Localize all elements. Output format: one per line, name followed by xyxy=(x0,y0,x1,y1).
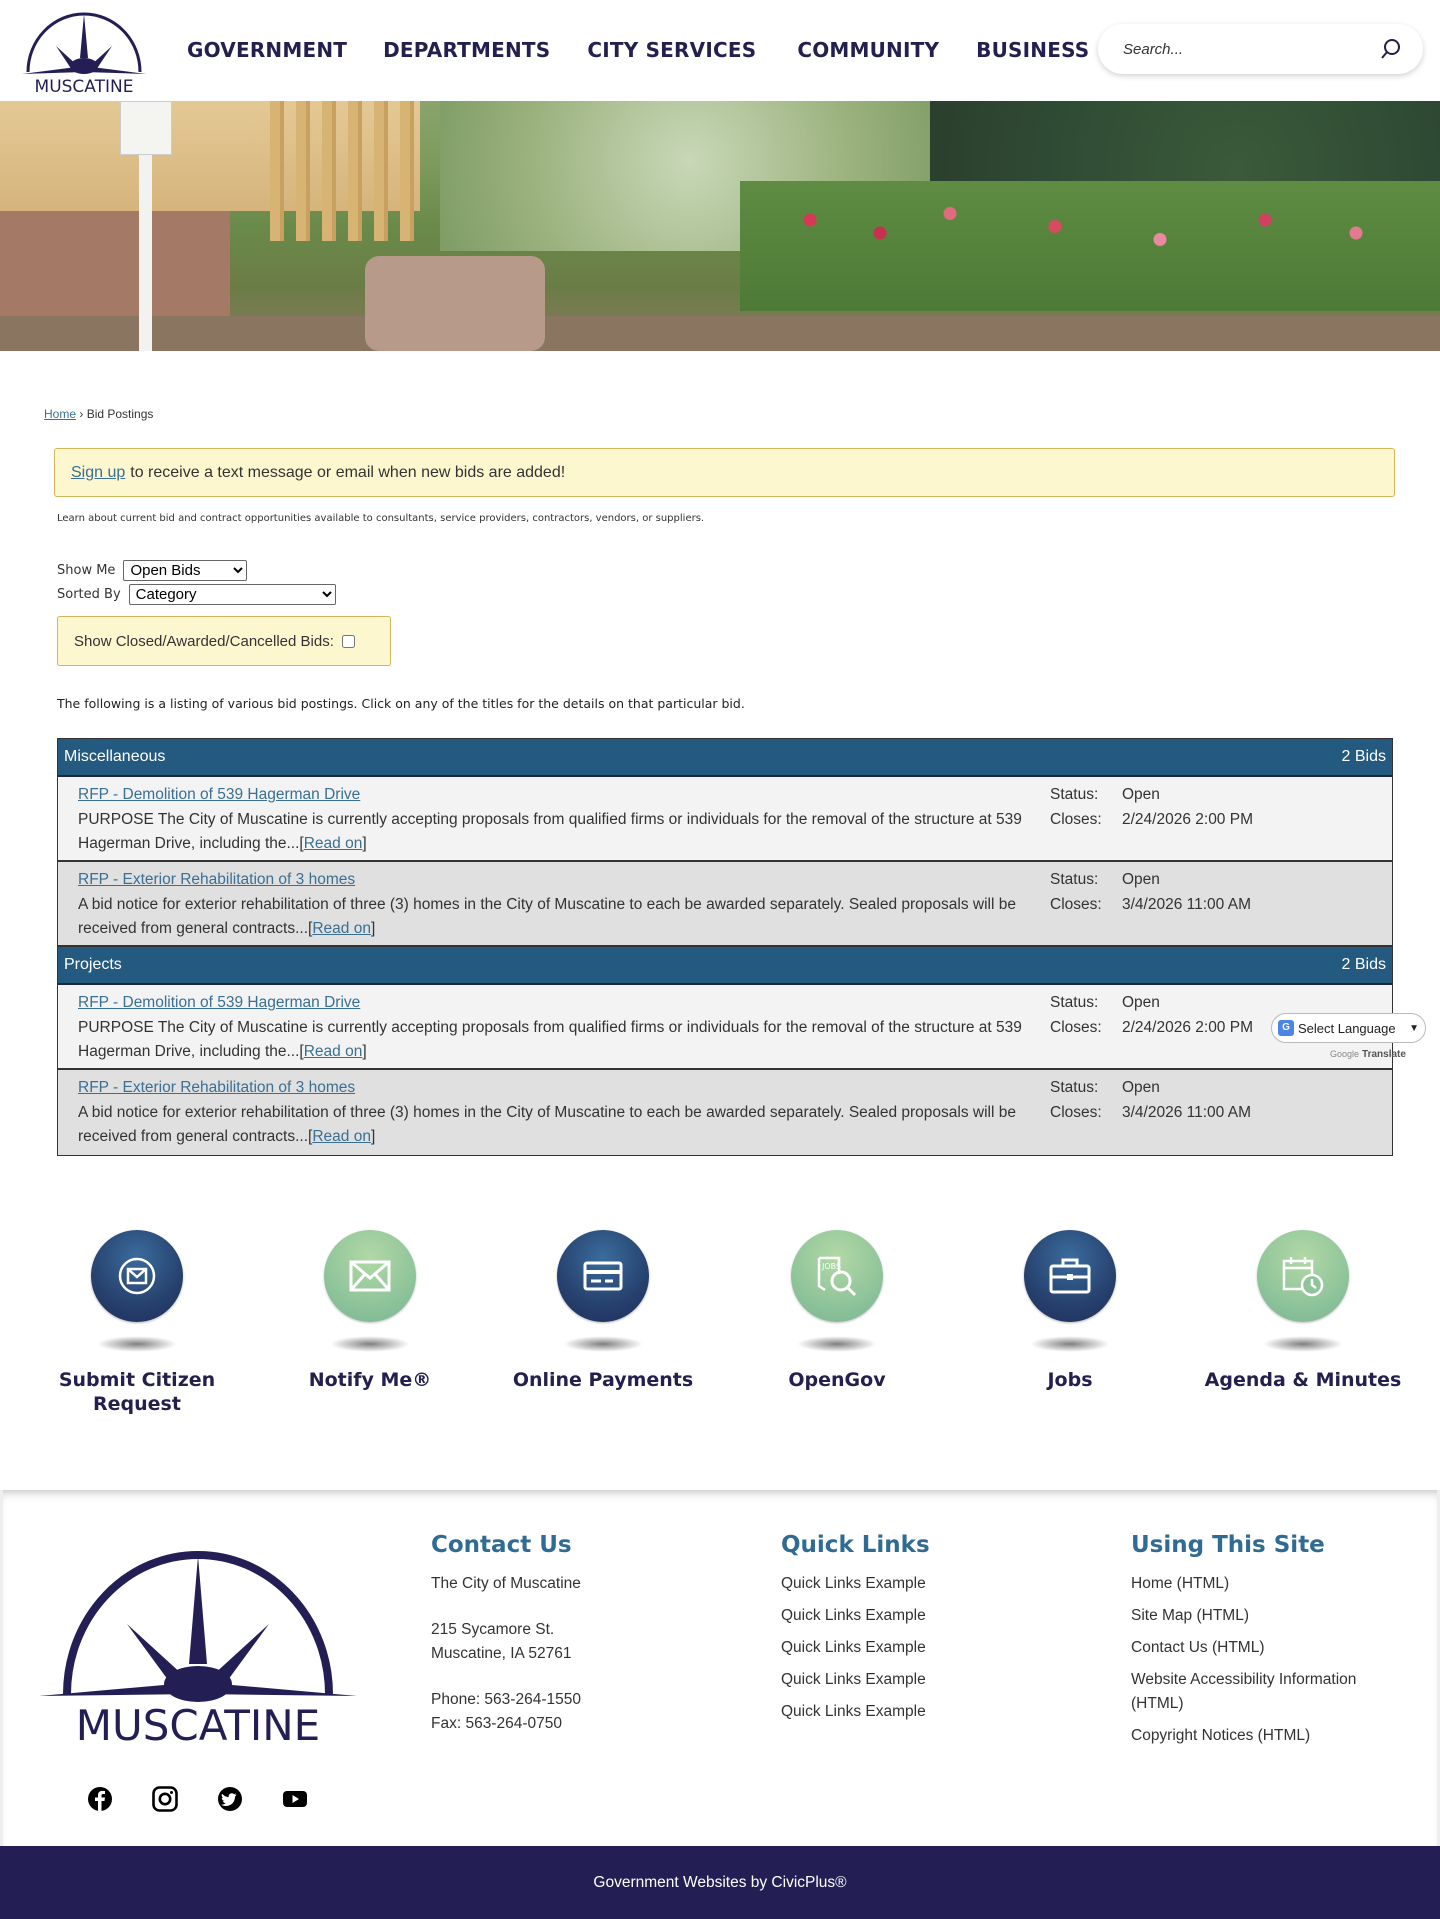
quick-link-shadow xyxy=(797,1336,877,1352)
bid-listing xyxy=(57,738,1393,1156)
quick-link-label: Online Payments xyxy=(512,1369,694,1391)
footer-quick-links xyxy=(781,1532,930,1732)
credit-card-icon xyxy=(583,1261,623,1291)
closes-value: 3/4/2026 11:00 AM xyxy=(1122,1103,1251,1121)
quick-link-shadow xyxy=(1030,1336,1110,1352)
quick-link-shadow xyxy=(1263,1336,1343,1352)
google-translate-icon: G xyxy=(1278,1020,1294,1036)
status-label: Status: xyxy=(1050,994,1099,1011)
bid-description: PURPOSE The City of Muscatine is currently accepting proposals from qualified firms or individuals for the removal of the structure at 539 Hagerman Drive, including the...[Read on] xyxy=(78,810,1022,852)
show-me-row xyxy=(57,558,336,582)
category-name: Miscellaneous xyxy=(64,748,166,765)
breadcrumb-current: Bid Postings xyxy=(86,407,154,421)
category-name: Projects xyxy=(64,956,122,973)
quick-links-heading: Quick Links xyxy=(781,1532,930,1558)
bid-description-text: PURPOSE The City of Muscatine is currently accepting proposals from qualified firms or individuals for the removal of the structure at 539 Hagerman Drive, including the... xyxy=(78,810,1022,852)
read-on-link[interactable]: Read on xyxy=(312,1128,371,1145)
svg-text:JOBS: JOBS xyxy=(822,1262,842,1271)
status-label: Status: xyxy=(1050,1079,1099,1096)
bid-title-link[interactable]: RFP - Demolition of 539 Hagerman Drive xyxy=(78,994,361,1011)
social-links xyxy=(87,1786,347,1812)
bid-row xyxy=(58,1070,1392,1155)
category-header xyxy=(58,739,1392,777)
status-value: Open xyxy=(1122,1079,1160,1096)
hero-banner-image xyxy=(0,101,1440,351)
quick-links-item[interactable]: Quick Links Example xyxy=(781,1607,926,1624)
signup-notice xyxy=(54,448,1395,497)
sorted-by-label: Sorted By xyxy=(57,586,121,602)
closes-value: 3/4/2026 11:00 AM xyxy=(1122,895,1251,913)
contact-fax: Fax: 563-264-0750 xyxy=(431,1715,562,1732)
quick-link-circle xyxy=(1024,1230,1116,1322)
quick-link-circle xyxy=(557,1230,649,1322)
hero-ground xyxy=(0,316,1440,351)
facebook-icon[interactable] xyxy=(87,1786,113,1812)
muscatine-logo[interactable] xyxy=(16,6,152,96)
status-label: Status: xyxy=(1050,786,1099,803)
show-closed-box xyxy=(57,616,391,666)
bid-description-text: PURPOSE The City of Muscatine is currently accepting proposals from qualified firms or individuals for the removal of the structure at 539 Hagerman Drive, including the... xyxy=(78,1018,1022,1060)
quick-link-jobs[interactable] xyxy=(970,1230,1170,1392)
search-input[interactable] xyxy=(1123,41,1379,58)
bid-row xyxy=(58,777,1392,862)
nav-community[interactable]: COMMUNITY xyxy=(797,38,940,62)
show-me-select[interactable] xyxy=(123,560,247,581)
status-value: Open xyxy=(1122,786,1160,803)
hero-railing xyxy=(270,101,420,241)
envelope-icon xyxy=(349,1259,391,1293)
intro-text: Learn about current bid and contract opportunities available to consultants, service providers, contractors, vendors, or suppliers. xyxy=(57,513,705,524)
contact-address-2: Muscatine, IA 52761 xyxy=(431,1645,572,1662)
sorted-by-row xyxy=(57,582,336,606)
nav-departments[interactable]: DEPARTMENTS xyxy=(383,38,551,62)
powered-by-google-translate xyxy=(1330,1049,1406,1060)
quick-link-label: OpenGov xyxy=(788,1369,886,1391)
category-count: 2 Bids xyxy=(1341,748,1386,765)
document-search-icon xyxy=(815,1254,859,1298)
language-select[interactable] xyxy=(1271,1013,1426,1043)
search-box xyxy=(1098,24,1423,74)
civicplus-credit-link[interactable]: Government Websites by CivicPlus® xyxy=(593,1873,847,1891)
category-count: 2 Bids xyxy=(1341,956,1386,973)
quick-link-label: Submit Citizen Request xyxy=(58,1369,216,1415)
quick-link-circle xyxy=(1257,1230,1349,1322)
footer-logo[interactable] xyxy=(39,1544,357,1744)
quick-link-online-payments[interactable] xyxy=(503,1230,703,1392)
contact-phone: Phone: 563-264-1550 xyxy=(431,1691,581,1708)
hero-sign xyxy=(120,101,172,155)
using-site-copyright-link[interactable]: Copyright Notices (HTML) xyxy=(1131,1727,1311,1744)
quick-links-item[interactable]: Quick Links Example xyxy=(781,1671,926,1688)
show-me-label: Show Me xyxy=(57,562,116,578)
closes-label: Closes: xyxy=(1050,895,1102,913)
quick-link-circle xyxy=(791,1230,883,1322)
svg-text:MUSCATINE: MUSCATINE xyxy=(75,1701,321,1744)
footer-contact xyxy=(431,1532,581,1736)
sorted-by-select[interactable] xyxy=(129,584,336,605)
quick-link-notify-me[interactable] xyxy=(270,1230,470,1392)
nav-city-services[interactable]: CITY SERVICES xyxy=(587,38,757,62)
signup-text: to receive a text message or email when new bids are added! xyxy=(130,463,566,481)
quick-link-circle xyxy=(324,1230,416,1322)
quick-link-shadow xyxy=(97,1336,177,1352)
quick-link-circle xyxy=(91,1230,183,1322)
nav-business[interactable]: BUSINESS xyxy=(976,38,1090,62)
quick-link-label: Agenda & Minutes xyxy=(1204,1369,1402,1391)
instagram-icon[interactable] xyxy=(152,1786,178,1812)
bid-row xyxy=(58,862,1392,947)
status-value: Open xyxy=(1122,994,1160,1011)
contact-heading: Contact Us xyxy=(431,1532,572,1558)
bid-description-text: A bid notice for exterior rehabilitation of three (3) homes in the City of Muscatine to each be awarded separately. Sealed proposals will be received from general contracts... xyxy=(78,1103,1016,1145)
quick-link-submit-citizen-request[interactable] xyxy=(37,1230,237,1416)
quick-link-shadow xyxy=(330,1336,410,1352)
muscatine-footer-logo-icon xyxy=(39,1544,357,1744)
hero-stone xyxy=(365,256,545,351)
breadcrumb xyxy=(44,407,153,421)
bid-title-link[interactable]: RFP - Exterior Rehabilitation of 3 homes xyxy=(78,871,356,888)
status-label: Status: xyxy=(1050,871,1099,888)
category-header xyxy=(58,947,1392,985)
quick-link-label: Notify Me® xyxy=(308,1369,432,1391)
site-footer xyxy=(0,1490,1440,1846)
signup-link[interactable]: Sign up xyxy=(71,463,126,481)
bid-description-text: A bid notice for exterior rehabilitation of three (3) homes in the City of Muscatine to each be awarded separately. Sealed proposals will be received from general contracts... xyxy=(78,895,1016,937)
translate-wordmark: Translate xyxy=(1362,1049,1406,1060)
closes-label: Closes: xyxy=(1050,810,1102,828)
read-on-link[interactable]: Read on xyxy=(303,835,363,852)
quick-links-item[interactable]: Quick Links Example xyxy=(781,1575,926,1592)
site-header xyxy=(0,0,1440,101)
quick-link-shadow xyxy=(563,1336,643,1352)
bid-description: PURPOSE The City of Muscatine is currently accepting proposals from qualified firms or individuals for the removal of the structure at 539 Hagerman Drive, including the...[Read on] xyxy=(78,1018,1022,1060)
bid-meta xyxy=(1050,868,1251,917)
google-wordmark: Google xyxy=(1330,1049,1360,1059)
hero-sign-post xyxy=(139,155,152,351)
bid-row xyxy=(58,985,1392,1070)
bid-meta xyxy=(1050,991,1253,1040)
bid-filters xyxy=(57,558,336,606)
show-closed-checkbox[interactable] xyxy=(342,635,355,648)
main-nav xyxy=(187,38,1126,62)
contact-org: The City of Muscatine xyxy=(431,1575,581,1592)
listing-note: The following is a listing of various bid postings. Click on any of the titles for the details on that particular bid. xyxy=(57,696,745,711)
using-site-sitemap-link[interactable]: Site Map (HTML) xyxy=(1131,1607,1249,1624)
contact-address-1: 215 Sycamore St. xyxy=(431,1621,555,1638)
briefcase-icon xyxy=(1049,1258,1091,1294)
calendar-clock-icon xyxy=(1281,1254,1325,1298)
closes-label: Closes: xyxy=(1050,1103,1102,1121)
using-site-home-link[interactable]: Home (HTML) xyxy=(1131,1575,1230,1592)
show-closed-label: Show Closed/Awarded/Cancelled Bids: xyxy=(74,632,334,650)
quick-links-item[interactable]: Quick Links Example xyxy=(781,1703,926,1720)
hero-tulips xyxy=(740,181,1440,311)
muscatine-logo-icon xyxy=(16,6,152,96)
bid-description: A bid notice for exterior rehabilitation of three (3) homes in the City of Muscatine to each be awarded separately. Sealed proposals will be received from general contracts...[Read on] xyxy=(78,895,1016,937)
footer-using-this-site xyxy=(1131,1532,1391,1756)
search-icon[interactable] xyxy=(1379,37,1403,61)
using-site-accessibility-link[interactable]: Website Accessibility Information (HTML) xyxy=(1131,1671,1357,1712)
bid-title-link[interactable]: RFP - Exterior Rehabilitation of 3 homes xyxy=(78,1079,356,1096)
quick-link-agenda-minutes[interactable] xyxy=(1203,1230,1403,1392)
status-value: Open xyxy=(1122,871,1160,888)
using-site-contact-link[interactable]: Contact Us (HTML) xyxy=(1131,1639,1265,1656)
svg-text:MUSCATINE: MUSCATINE xyxy=(34,77,134,96)
using-site-heading: Using This Site xyxy=(1131,1532,1325,1558)
youtube-icon[interactable] xyxy=(282,1786,308,1812)
read-on-link[interactable]: Read on xyxy=(312,920,371,937)
closes-value: 2/24/2026 2:00 PM xyxy=(1122,1018,1253,1036)
closes-label: Closes: xyxy=(1050,1018,1102,1036)
civicplus-credit-bar xyxy=(0,1846,1440,1919)
language-select-label: Select Language xyxy=(1298,1020,1396,1036)
nav-government[interactable]: GOVERNMENT xyxy=(187,38,348,62)
read-on-link[interactable]: Read on xyxy=(303,1043,363,1060)
chevron-down-icon: ▼ xyxy=(1409,1022,1419,1034)
breadcrumb-home-link[interactable]: Home xyxy=(44,407,77,421)
twitter-icon[interactable] xyxy=(217,1786,243,1812)
quick-link-label: Jobs xyxy=(1047,1369,1093,1391)
closes-value: 2/24/2026 2:00 PM xyxy=(1122,810,1253,828)
bid-description: A bid notice for exterior rehabilitation of three (3) homes in the City of Muscatine to each be awarded separately. Sealed proposals will be received from general contracts...[Read on] xyxy=(78,1103,1016,1145)
quick-links-item[interactable]: Quick Links Example xyxy=(781,1639,926,1656)
bid-meta xyxy=(1050,1076,1251,1125)
bid-meta xyxy=(1050,783,1253,832)
quick-link-opengov[interactable] xyxy=(737,1230,937,1392)
mail-circle-icon xyxy=(117,1256,157,1296)
bid-title-link[interactable]: RFP - Demolition of 539 Hagerman Drive xyxy=(78,786,361,803)
breadcrumb-separator: › xyxy=(79,407,84,421)
